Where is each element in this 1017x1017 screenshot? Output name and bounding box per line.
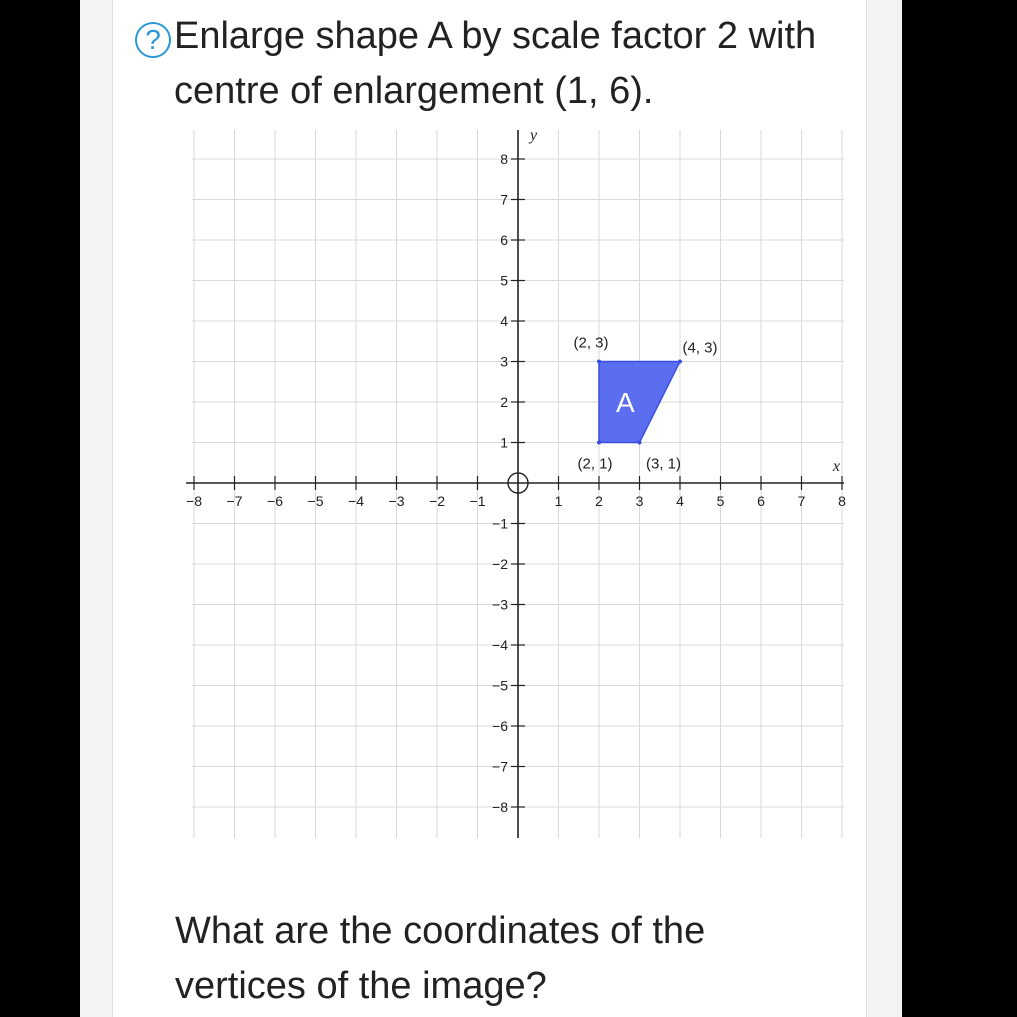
x-tick-label: −4 <box>348 493 364 509</box>
y-tick-label: −4 <box>492 637 508 653</box>
help-icon[interactable]: ? <box>135 22 171 58</box>
vertex-point <box>597 441 601 445</box>
x-tick-label: 7 <box>797 493 806 509</box>
y-tick-label: 7 <box>500 191 508 208</box>
x-tick-label: 4 <box>676 493 684 509</box>
vertex-point <box>678 360 682 364</box>
y-axis-label: y <box>530 127 538 144</box>
question-text-line-3: What are the coordinates of the <box>175 910 706 952</box>
question-text-line-1: Enlarge shape A by scale factor 2 with <box>174 15 817 57</box>
y-tick-label: −7 <box>492 758 508 775</box>
y-tick-label: −1 <box>492 515 508 532</box>
x-tick-label: −2 <box>429 493 445 509</box>
tick-labels <box>186 127 846 815</box>
y-tick-label: −5 <box>492 677 508 694</box>
vertex-label: (3, 1) <box>645 455 682 473</box>
x-tick-label: 5 <box>716 493 725 509</box>
y-tick-label: 5 <box>500 272 508 289</box>
x-tick-label: 1 <box>554 493 563 509</box>
axes <box>186 130 844 838</box>
vertex-point <box>597 360 601 364</box>
y-tick-label: 6 <box>500 232 508 248</box>
shape-a-name: A <box>616 387 635 418</box>
y-tick-label: 1 <box>500 434 508 451</box>
x-tick-label: −5 <box>307 493 324 509</box>
x-tick-label: 2 <box>595 493 603 509</box>
x-tick-label: −8 <box>186 493 202 509</box>
question-text-line-2: centre of enlargement (1, 6). <box>174 70 654 112</box>
y-tick-label: −8 <box>492 799 508 815</box>
vertex-label: (4, 3) <box>682 339 718 357</box>
vertex-label: (2, 3) <box>573 334 609 352</box>
y-tick-label: 3 <box>500 353 508 370</box>
x-tick-label: −1 <box>469 493 486 509</box>
x-axis-label: x <box>832 458 840 475</box>
x-tick-label: 6 <box>757 493 765 509</box>
y-tick-label: −2 <box>492 556 508 572</box>
vertex-label: (2, 1) <box>577 455 613 473</box>
x-tick-label: −3 <box>388 493 405 509</box>
y-tick-label: 2 <box>500 394 508 410</box>
x-tick-label: −7 <box>226 493 243 509</box>
x-tick-label: 3 <box>635 493 644 509</box>
y-tick-label: −3 <box>492 596 508 613</box>
y-tick-label: 8 <box>500 151 508 167</box>
vertex-point <box>638 441 642 445</box>
question-text-line-4: vertices of the image? <box>175 965 547 1007</box>
x-tick-label: −6 <box>267 493 283 509</box>
y-tick-label: 4 <box>500 313 508 329</box>
y-tick-label: −6 <box>492 718 508 734</box>
x-tick-label: 8 <box>838 493 846 509</box>
